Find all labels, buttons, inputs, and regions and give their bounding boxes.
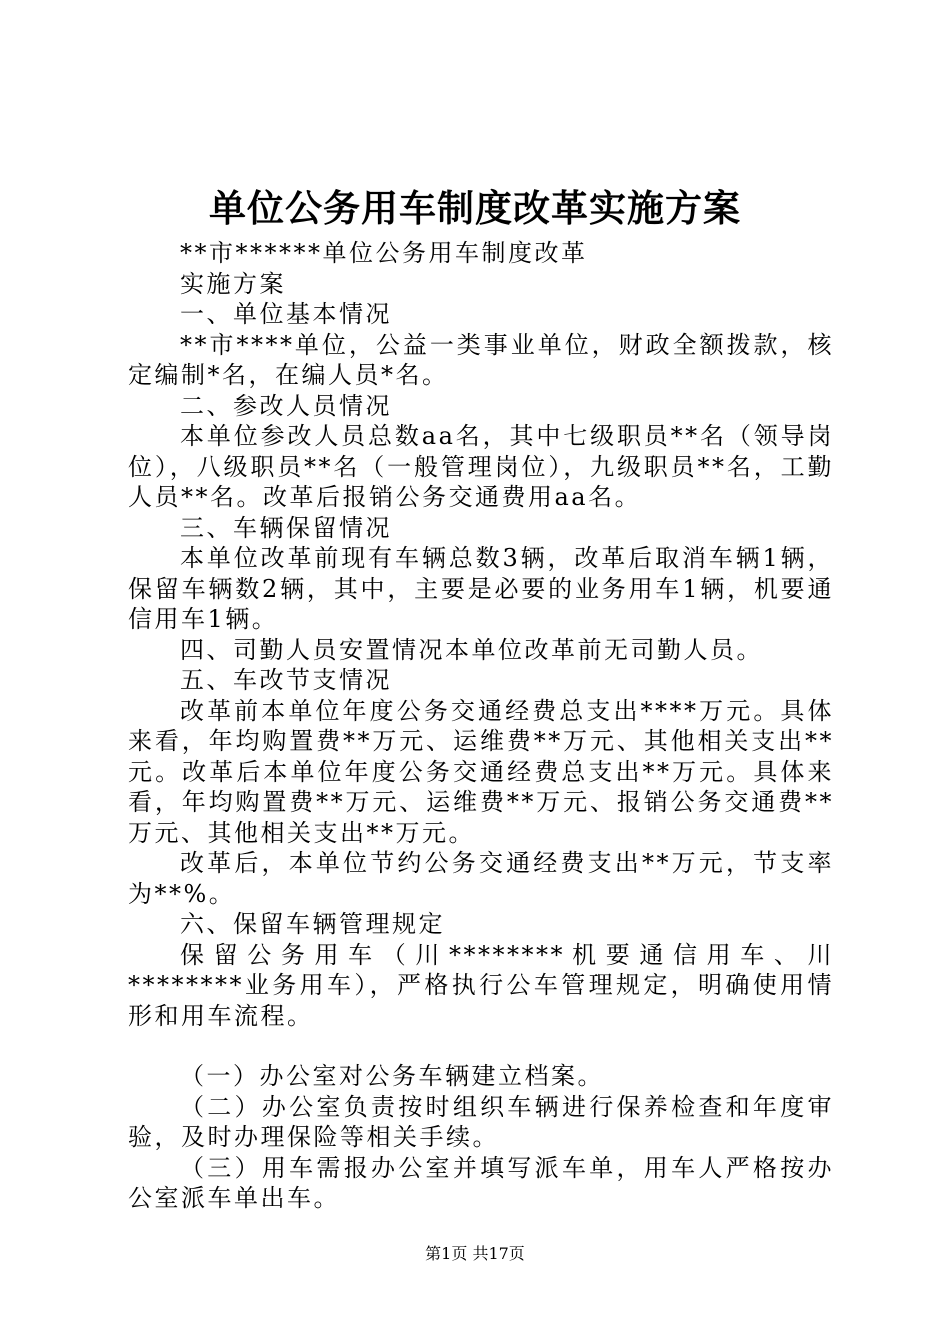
paragraph-personnel: 本单位参改人员总数aa名，其中七级职员**名（领导岗位），八级职员**名（一般管理岗位），九级职员**名，工勤人员**名。改革后报销公务交通费用aa名。	[128, 422, 834, 511]
section-heading-management: 六、保留车辆管理规定	[180, 910, 445, 938]
list-item-rule-1: （一）办公室对公务车辆建立档案。	[180, 1062, 604, 1090]
paragraph-basic-info: **市****单位，公益一类事业单位，财政全额拨款，核定编制*名，在编人员*名。	[128, 330, 834, 389]
section-heading-personnel: 二、参改人员情况	[180, 391, 392, 420]
section-heading-basic-info: 一、单位基本情况	[180, 300, 392, 328]
paragraph-vehicles: 本单位改革前现有车辆总数3辆，改革后取消车辆1辆，保留车辆数2辆，其中，主要是必要的业务用车1辆，机要通信用车1辆。	[128, 544, 834, 633]
section-heading-drivers: 四、司勤人员安置情况本单位改革前无司勤人员。	[180, 635, 763, 664]
list-item-rule-2: （二）办公室负责按时组织车辆进行保养检查和年度审验，及时办理保险等相关手续。	[128, 1092, 834, 1151]
document-body	[128, 238, 834, 1214]
paragraph-savings-rate: 改革后，本单位节约公务交通经费支出**万元，节支率为**%。	[128, 849, 834, 908]
section-heading-vehicles: 三、车辆保留情况	[180, 513, 392, 542]
paragraph-subtitle-line-1: **市******单位公务用车制度改革	[180, 239, 588, 267]
paragraph-savings-detail: 改革前本单位年度公务交通经费总支出****万元。具体来看，年均购置费**万元、运维费**万元、其他相关支出**元。改革后本单位年度公务交通经费总支出**万元。具体来看，年均购置费**万元、运维费**万元、报销公务交通费**万元、其他相关支出**万元。	[128, 696, 834, 847]
document-title: 单位公务用车制度改革实施方案	[209, 186, 741, 230]
paragraph-subtitle-line-2: 实施方案	[180, 269, 286, 298]
section-heading-savings: 五、车改节支情况	[180, 666, 392, 694]
list-item-rule-3: （三）用车需报办公室并填写派车单，用车人严格按办公室派车单出车。	[128, 1153, 834, 1212]
paragraph-management: 保留公务用车（川********机要通信用车、川********业务用车），严格执行公车管理规定，明确使用情形和用车流程。	[128, 940, 834, 1030]
page-number-footer: 第1页 共17页	[425, 1244, 525, 1263]
